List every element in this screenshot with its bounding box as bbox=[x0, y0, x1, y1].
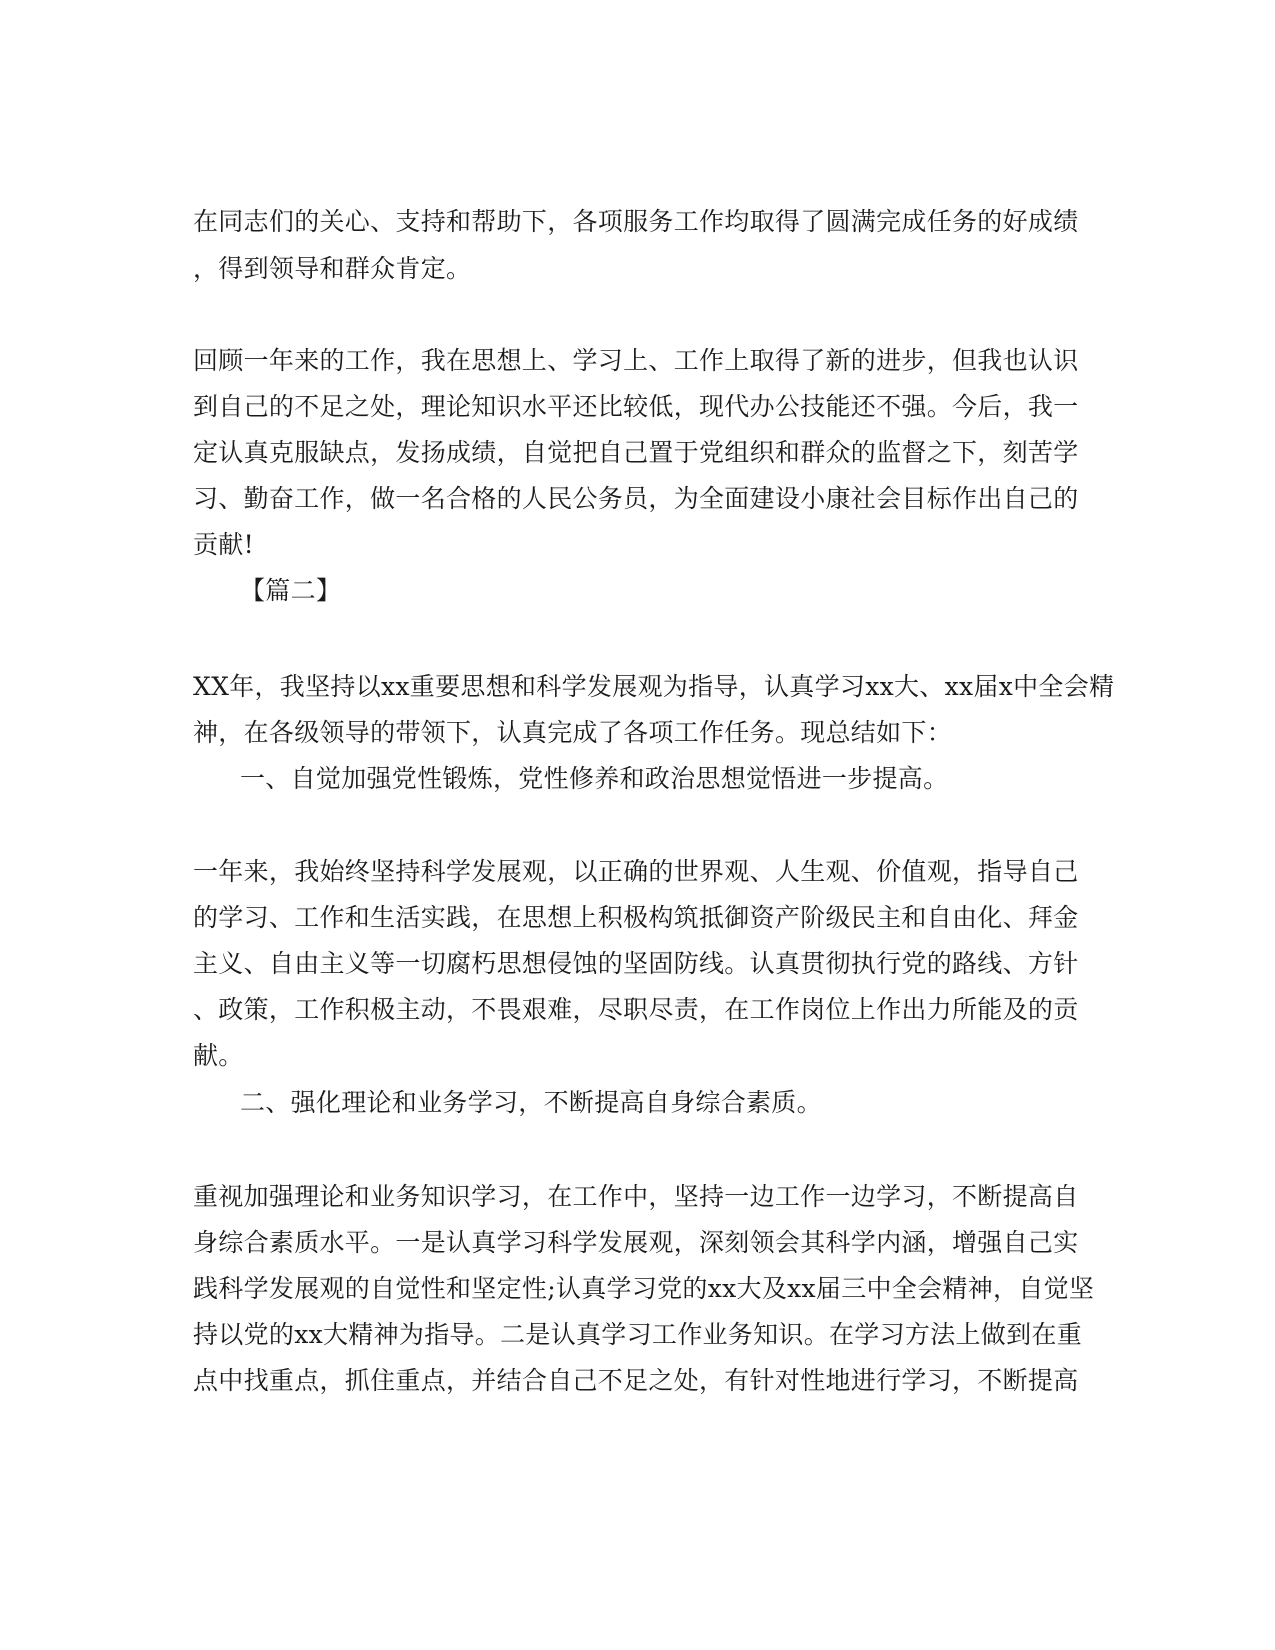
paragraph-4-line-5: 献。 bbox=[193, 1041, 244, 1070]
paragraph-5-line-3: 践科学发展观的自觉性和坚定性;认真学习党的xx大及xx届三中全会精神，自觉坚 bbox=[193, 1274, 1095, 1303]
paragraph-1-line-1: 在同志们的关心、支持和帮助下，各项服务工作均取得了圆满完成任务的好成绩 bbox=[193, 207, 1079, 236]
paragraph-2-line-5: 贡献! bbox=[193, 530, 254, 559]
paragraph-2-line-3: 定认真克服缺点，发扬成绩，自觉把自己置于党组织和群众的监督之下，刻苦学 bbox=[193, 438, 1079, 467]
paragraph-3-line-2: 神，在各级领导的带领下，认真完成了各项工作任务。现总结如下： bbox=[193, 718, 953, 747]
paragraph-3-line-1: XX年，我坚持以xx重要思想和科学发展观为指导，认真学习xx大、xx届x中全会精 bbox=[193, 672, 1115, 701]
paragraph-5-line-1: 重视加强理论和业务知识学习，在工作中，坚持一边工作一边学习，不断提高自 bbox=[193, 1182, 1079, 1211]
paragraph-2-line-4: 习、勤奋工作，做一名合格的人民公务员，为全面建设小康社会目标作出自己的 bbox=[193, 484, 1079, 513]
paragraph-4-line-4: 、政策，工作积极主动，不畏艰难，尽职尽责，在工作岗位上作出力所能及的贡 bbox=[193, 995, 1079, 1024]
paragraph-2-line-1: 回顾一年来的工作，我在思想上、学习上、工作上取得了新的进步，但我也认识 bbox=[193, 346, 1079, 375]
paragraph-2-line-2: 到自己的不足之处，理论知识水平还比较低，现代办公技能还不强。今后，我一 bbox=[193, 392, 1079, 421]
paragraph-5-line-4: 持以党的xx大精神为指导。二是认真学习工作业务知识。在学习方法上做到在重 bbox=[193, 1320, 1083, 1349]
paragraph-4-line-2: 的学习、工作和生活实践，在思想上积极构筑抵御资产阶级民主和自由化、拜金 bbox=[193, 903, 1079, 932]
paragraph-4-line-3: 主义、自由主义等一切腐朽思想侵蚀的坚固防线。认真贯彻执行党的路线、方针 bbox=[193, 949, 1079, 978]
heading-1: 一、自觉加强党性锻炼，党性修养和政治思想觉悟进一步提高。 bbox=[240, 764, 949, 793]
heading-2: 二、强化理论和业务学习，不断提高自身综合素质。 bbox=[240, 1088, 822, 1117]
paragraph-5-line-2: 身综合素质水平。一是认真学习科学发展观，深刻领会其科学内涵，增强自己实 bbox=[193, 1228, 1079, 1257]
section-heading: 【篇二】 bbox=[240, 576, 342, 605]
paragraph-1-line-2: ，得到领导和群众肯定。 bbox=[193, 254, 472, 283]
paragraph-4-line-1: 一年来，我始终坚持科学发展观，以正确的世界观、人生观、价值观，指导自己 bbox=[193, 857, 1079, 886]
paragraph-5-line-5: 点中找重点，抓住重点，并结合自己不足之处，有针对性地进行学习，不断提高 bbox=[193, 1366, 1079, 1395]
